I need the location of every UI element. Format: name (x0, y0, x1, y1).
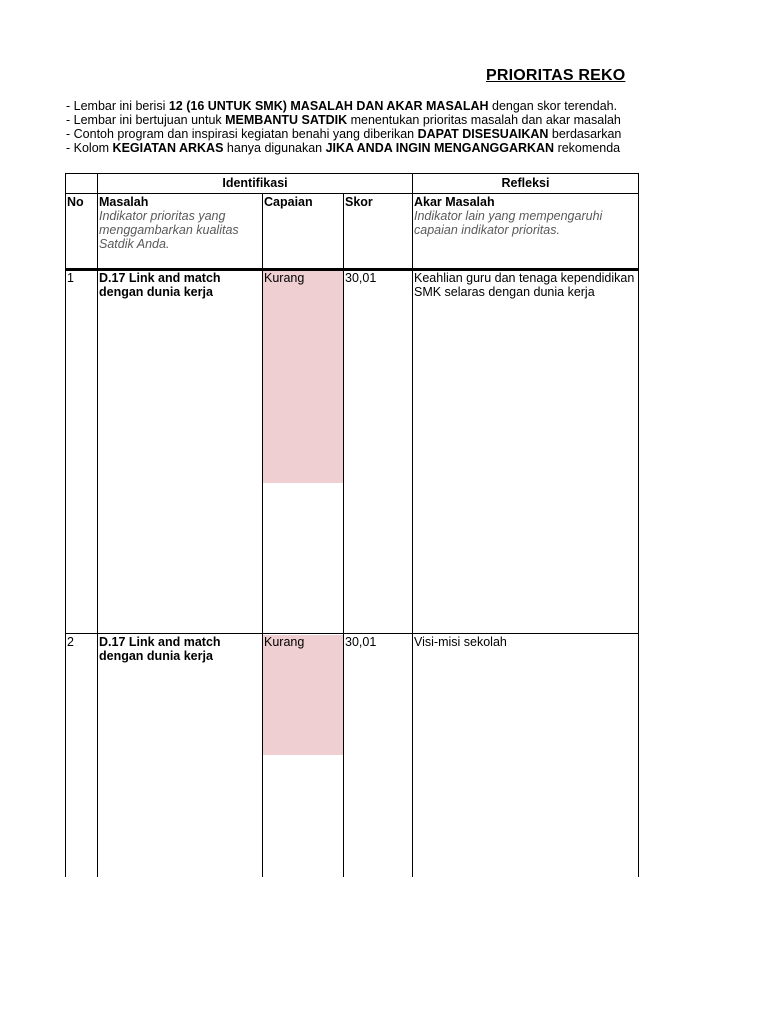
note-emphasis: KEGIATAN ARKAS (112, 141, 224, 155)
column-header-akar-masalah: Akar Masalah (414, 195, 495, 209)
priority-table (65, 173, 639, 877)
row-1-capaian: Kurang (264, 271, 305, 285)
page-title: PRIORITAS REKO (486, 67, 626, 84)
note-emphasis: JIKA ANDA INGIN MENGANGGARKAN (325, 141, 555, 155)
note-line (66, 99, 638, 113)
capaian-fill-row-1 (263, 271, 343, 483)
note-text: - Kolom (66, 141, 113, 155)
grid-line (262, 193, 263, 877)
group-header-refleksi: Refleksi (501, 176, 550, 190)
note-line (66, 127, 638, 141)
note-text: menentukan prioritas masalah dan akar masalah (347, 113, 621, 127)
row-2-skor: 30,01 (345, 635, 377, 649)
row-2-masalah: D.17 Link and match dengan dunia kerja (99, 635, 221, 663)
row-1-akar-masalah: Keahlian guru dan tenaga kependidikan SMK selaras dengan dunia kerja (414, 271, 635, 299)
column-description-akar-masalah: Indikator lain yang mempengaruhi capaian indikator prioritas. (414, 209, 603, 237)
grid-line (65, 193, 639, 194)
row-2-capaian: Kurang (264, 635, 305, 649)
note-text: - Contoh program dan inspirasi kegiatan benahi yang diberikan (66, 127, 418, 141)
grid-line (65, 173, 639, 174)
note-line (66, 141, 638, 155)
grid-line (65, 173, 66, 877)
group-header-identifikasi: Identifikasi (222, 176, 288, 190)
note-text: berdasarkan (548, 127, 622, 141)
row-1-masalah: D.17 Link and match dengan dunia kerja (99, 271, 221, 299)
note-text: rekomenda (554, 141, 621, 155)
instruction-notes (66, 99, 638, 155)
grid-line (97, 173, 98, 877)
row-1-skor: 30,01 (345, 271, 377, 285)
column-description-masalah: Indikator prioritas yang menggambarkan kualitas Satdik Anda. (99, 209, 239, 251)
row-2-akar-masalah: Visi-misi sekolah (414, 635, 507, 649)
note-emphasis: MEMBANTU SATDIK (225, 113, 348, 127)
note-emphasis: 12 (16 UNTUK SMK) MASALAH DAN AKAR MASALAH (168, 99, 489, 113)
grid-line (412, 173, 413, 877)
note-emphasis: DAPAT DISESUAIKAN (417, 127, 549, 141)
row-2-no: 2 (67, 635, 74, 649)
grid-line (65, 633, 639, 634)
capaian-fill-row-2 (263, 635, 343, 755)
note-text: - Lembar ini berisi (66, 99, 169, 113)
note-text: dengan skor terendah. (488, 99, 618, 113)
grid-line (638, 173, 639, 877)
column-header-masalah: Masalah (99, 195, 149, 209)
row-1-no: 1 (67, 271, 74, 285)
note-text: - Lembar ini bertujuan untuk (66, 113, 226, 127)
column-header-capaian: Capaian (264, 195, 313, 209)
column-header-skor: Skor (345, 195, 373, 209)
grid-line (343, 193, 344, 877)
note-line (66, 113, 638, 127)
column-header-no: No (67, 195, 84, 209)
note-text: hanya digunakan (223, 141, 326, 155)
